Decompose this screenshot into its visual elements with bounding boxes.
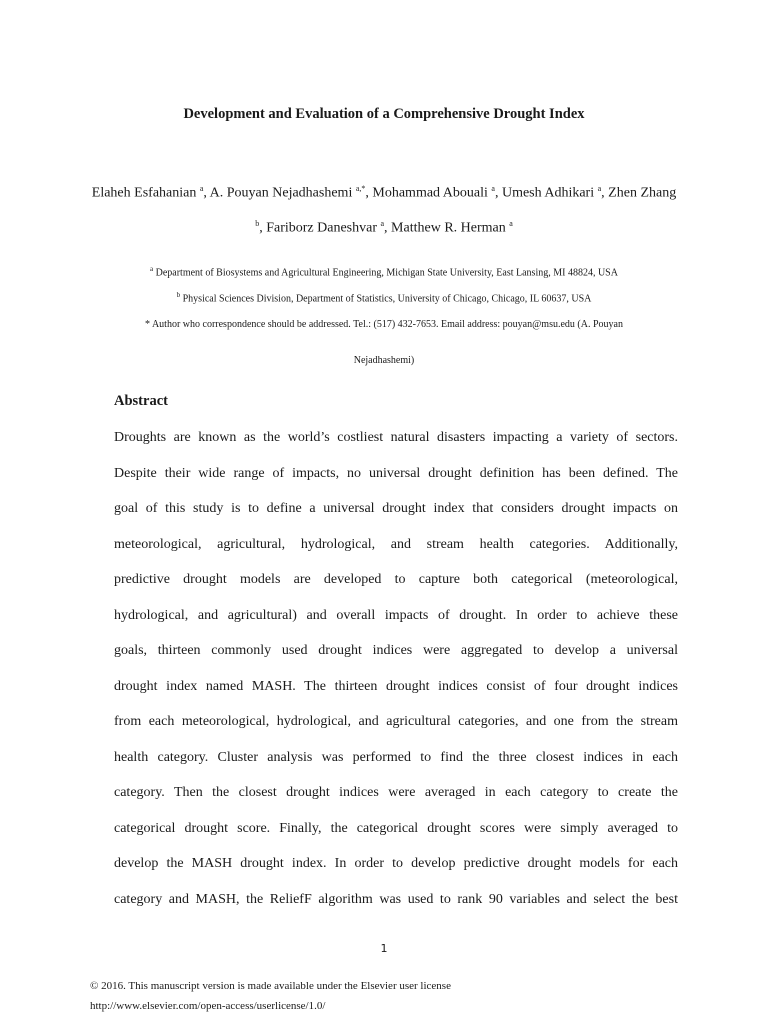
page-number: 1 <box>380 942 388 955</box>
abstract-line: develop the MASH drought index. In order to develop predictive drought models for each <box>114 856 678 871</box>
abstract-line: from each meteorological, hydrological, and agricultural categories, and one from the stream <box>114 714 678 729</box>
abstract-line: health category. Cluster analysis was performed to find the three closest indices in each <box>114 749 678 765</box>
abstract-line: Despite their wide range of impacts, no universal drought definition has been defined. The <box>114 465 678 481</box>
abstract-line: drought index named MASH. The thirteen drought indices consist of four drought indices <box>114 678 678 694</box>
abstract-line: category and MASH, the ReliefF algorithm was used to rank 90 variables and select the best <box>114 891 678 907</box>
author-name: , Umesh Adhikari <box>494 185 598 201</box>
affiliation-mark: b <box>176 291 181 299</box>
author-affiliation-mark: a <box>509 219 513 228</box>
author-name: , A. Pouyan Nejadhashemi <box>203 185 356 201</box>
author-affiliation-mark: a <box>597 184 602 193</box>
affiliation-a <box>0 265 768 278</box>
author-name: Elaheh Esfahanian <box>91 185 200 201</box>
affiliation-text: Physical Sciences Division, Department of Statistics, University of Chicago, Chicago, IL 60637, USA <box>180 293 592 305</box>
affiliation-text: Department of Biosystems and Agricultural Engineering, Michigan State University, East Lansing, MI 48824, USA <box>153 267 618 279</box>
corresponding-author-note-continued: Nejadhashemi) <box>353 355 415 366</box>
abstract-heading: Abstract <box>114 393 168 409</box>
abstract-line: categorical drought score. Finally, the categorical drought scores were simply averaged to <box>114 820 678 836</box>
author-affiliation-mark: a,* <box>355 184 366 193</box>
abstract-line: goal of this study is to define a universal drought index that considers drought impacts on <box>114 501 678 516</box>
abstract-body <box>114 425 678 922</box>
abstract-line: category. Then the closest drought indices were averaged in each category to create the <box>114 785 678 800</box>
author-list-line-2 <box>0 219 768 237</box>
affiliation-mark: a <box>150 265 154 273</box>
author-name: , Zhen Zhang <box>601 185 677 201</box>
license-notice: © 2016. This manuscript version is made available under the Elsevier user license <box>90 980 451 992</box>
paper-title: Development and Evaluation of a Comprehensive Drought Index <box>183 106 585 122</box>
author-affiliation-mark: a <box>199 184 204 193</box>
abstract-line: predictive drought models are developed to capture both categorical (meteorological, <box>114 572 678 587</box>
affiliation-b <box>0 291 768 304</box>
author-affiliation-mark: a <box>380 219 385 228</box>
author-name: , Fariborz Daneshvar <box>259 220 381 236</box>
abstract-line: hydrological, and agricultural) and overall impacts of drought. In order to achieve these <box>114 607 678 623</box>
license-url-link[interactable]: http://www.elsevier.com/open-access/userlicense/1.0/ <box>90 1000 326 1012</box>
abstract-line: Droughts are known as the world’s costliest natural disasters impacting a variety of sectors. <box>114 430 678 445</box>
author-name: , Mohammad Abouali <box>365 185 492 201</box>
author-affiliation-mark: a <box>491 184 495 193</box>
abstract-line: goals, thirteen commonly used drought indices were aggregated to develop a universal <box>114 643 678 658</box>
abstract-line: meteorological, agricultural, hydrological, and stream health categories. Additionally, <box>114 536 678 552</box>
author-name: , Matthew R. Herman <box>384 220 510 236</box>
author-affiliation-mark: b <box>255 219 260 228</box>
author-list-line-1 <box>0 184 768 202</box>
corresponding-author-note: * Author who correspondence should be addressed. Tel.: (517) 432-7653. Email address: pouyan@msu.edu (A. Pouyan <box>145 319 623 330</box>
